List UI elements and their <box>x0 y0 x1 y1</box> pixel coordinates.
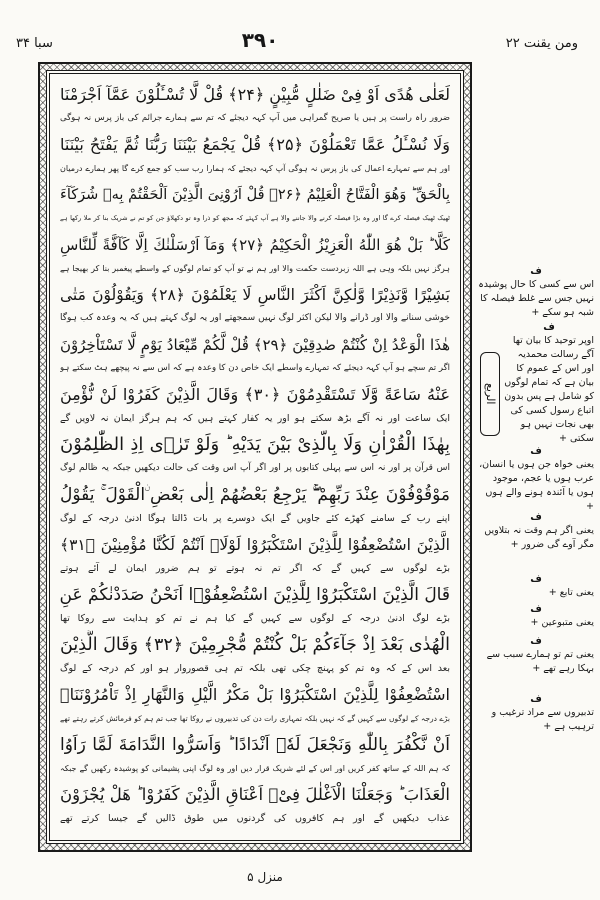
quarter-mark: الربع <box>480 352 500 436</box>
translation-line: اس قرآن پر اور نہ اس سے پہلی کتابوں پر اور اگر آپ اس وقت کی حالت دیکھیں جبکہ یہ ظالم لوگ <box>60 463 450 473</box>
translation-line: بڑے لوگوں سے کہیں گے کہ اگر تم نہ ہوتے تو ہم ضرور ایمان لے آئے ہوتے <box>60 563 450 574</box>
arabic-line: الْهُدٰی بَعْدَ اِذْ جَآءَكُمْ بَلْ كُنْتُمْ مُّجْرِمِیْنَ ﴿۳۲﴾ وَقَالَ الَّذِیْنَ <box>60 635 450 655</box>
margin-note <box>478 694 594 734</box>
arabic-line: اسْتُضْعِفُوْا لِلَّذِیْنَ اسْتَكْبَرُوْا بَلْ مَكْرُ الَّیْلِ وَالنَّهَارِ اِذْ تَاْمُرُوْنَنَاۤ <box>60 685 450 704</box>
margin-note <box>478 446 594 514</box>
translation-line: بعد اس کے کہ وہ تم کو پہنچ چکی تھی بلکہ تم ہی قصوروار ہو اور کم درجہ کے لوگ <box>60 663 450 674</box>
note-marker: ف <box>530 694 542 705</box>
translation-line: ضرور راہ راست پر ہیں یا صریح گمراہی میں آپ کہہ دیجئے کہ تم سے ہمارے جرائم کی باز پرس نہ ہوگی <box>60 113 450 123</box>
translation-line: ایک ساعت اور نہ آگے بڑھ سکتے ہو اور یہ کفار کہتے ہیں کہ ہم ہرگز ایمان نہ لاویں گے <box>60 413 450 424</box>
note-text: یعنی خواہ جن ہوں یا انسان، عرب ہوں یا عجم، موجود ہوں یا آئندہ ہونے والے ہوں + <box>479 459 594 512</box>
arabic-line: لَعَلٰی هُدًی اَوْ فِیْ ضَلٰلٍ مُّبِیْنٍ ﴿۲۴﴾ قُلْ لَّا تُسْـَٔلُوْنَ عَمَّآ اَجْرَمْنَا <box>60 85 450 104</box>
page-number: ۳۹۰ <box>241 28 279 52</box>
note-marker: ف <box>530 574 542 585</box>
note-text: یعنی تابع + <box>548 587 594 598</box>
verse-line-pair <box>60 780 450 830</box>
margin-note <box>478 512 594 552</box>
arabic-line: بِالْحَقِّ ؕ وَهُوَ الْفَتَّاحُ الْعَلِیْمُ ﴿۲۶﴾ قُلْ اَرُوْنِیَ الَّذِیْنَ اَلْحَقْتُمْ بِهٖ شُرَكَآءَ <box>60 187 450 203</box>
margin-note <box>478 604 594 630</box>
note-marker: ف <box>530 636 542 647</box>
translation-line: بڑے لوگ ادنیٰ درجہ کے لوگوں سے کہیں گے کیا ہم نے تم کو ہدایت سے روکا تھا <box>60 613 450 624</box>
verse-line-pair <box>60 730 450 780</box>
verse-line-pair <box>60 580 450 630</box>
verse-line-pair <box>60 480 450 530</box>
verse-line-pair <box>60 680 450 730</box>
arabic-line: اَنْ نَّكْفُرَ بِاللّٰهِ وَنَجْعَلَ لَهٗۤ اَنْدَادًا ؕ وَاَسَرُّوا النَّدَامَةَ لَمَّا رَاَوُا <box>60 735 450 755</box>
note-marker: ف <box>530 266 542 277</box>
arabic-line: بَشِیْرًا وَّنَذِیْرًا وَّلٰكِنَّ اَكْثَرَ النَّاسِ لَا یَعْلَمُوْنَ ﴿۲۸﴾ وَیَقُوْلُوْنَ مَتٰی <box>60 286 450 304</box>
note-text: اس سے کسی کا حال پوشیدہ نہیں جس سے غلط فیصلہ کا شبہ ہو سکے + <box>478 279 594 318</box>
verse-line-pair <box>60 230 450 280</box>
para-header: ومن یقنت ۲۲ <box>505 36 578 51</box>
translation-line: کہ ہم اللہ کے ساتھ کفر کریں اور اس کے لئے شریک قرار دیں اور وہ لوگ اپنی پشیمانی کو پوشیدہ رکھیں گے جبکہ <box>60 764 450 773</box>
page-border <box>38 62 472 852</box>
arabic-line: كَلَّا ؕ بَلْ هُوَ اللّٰهُ الْعَزِیْزُ الْحَكِیْمُ ﴿۲۷﴾ وَمَآ اَرْسَلْنٰكَ اِلَّا كَآفَّةً لِّلنَّاسِ <box>60 236 450 254</box>
note-text: اوپر توحید کا بیان تھا آگے رسالت محمدیہ اور اس کے عموم کا بیان ہے کہ تمام لوگوں کو شامل ہے پس بدون اتباع رسول کسی کی بھی نجات نہیں ہو سکتی + <box>504 335 594 444</box>
note-marker: ف <box>530 604 542 615</box>
margin-note <box>478 636 594 676</box>
margin-notes <box>478 0 594 900</box>
translation-line: ہرگز نہیں بلکہ وہی ہے اللہ زبردست حکمت والا اور ہم نے تو آپ کو تمام لوگوں کے واسطے پیغمبر بنا کر بھیجا ہے <box>60 264 450 273</box>
note-marker: ف <box>530 512 542 523</box>
arabic-line: الَّذِیْنَ اسْتُضْعِفُوْا لِلَّذِیْنَ اسْتَكْبَرُوْا لَوْلَاۤ اَنْتُمْ لَكُنَّا مُؤْمِنِیْنَ ﴿۳۱﴾ <box>60 536 450 554</box>
verse-line-pair <box>60 530 450 580</box>
arabic-line: وَلَا نُسْـَٔلُ عَمَّا تَعْمَلُوْنَ ﴿۲۵﴾ قُلْ یَجْمَعُ بَیْنَنَا رَبُّنَا ثُمَّ یَفْتَحُ بَیْنَنَا <box>60 135 450 154</box>
arabic-line: الْعَذَابَ ؕ وَجَعَلْنَا الْاَغْلٰلَ فِیْۤ اَعْنَاقِ الَّذِیْنَ كَفَرُوْا ؕ هَلْ یُجْزَوْنَ <box>60 785 450 804</box>
arabic-line: هٰذَا الْوَعْدُ اِنْ كُنْتُمْ صٰدِقِیْنَ ﴿۲۹﴾ قُلْ لَّكُمْ مِّیْعَادُ یَوْمٍ لَّا تَسْتَاْخِرُوْنَ <box>60 336 450 354</box>
arabic-line: قَالَ الَّذِیْنَ اسْتَكْبَرُوْا لِلَّذِیْنَ اسْتُضْعِفُوْۤا اَنَحْنُ صَدَدْنٰكُمْ عَنِ <box>60 585 450 605</box>
note-text: تدبیروں سے مراد ترغیب و ترہیب ہے + <box>491 707 594 732</box>
translation-line: اگر تم سچے ہو آپ کہہ دیجئے کہ تمہارے واسطے ایک خاص دن کا وعدہ ہے کہ اس سے نہ پیچھے ہٹ سکتے ہو <box>60 363 450 373</box>
margin-note <box>504 322 594 446</box>
verse-line-pair <box>60 180 450 230</box>
text-frame <box>49 73 461 841</box>
translation-line: بڑے درجہ کے لوگوں سے کہیں گے کہ نہیں بلکہ تمہاری رات دن کی تدبیروں نے روکا تھا جب تم ہم کو فرمائش کرتے رہتے تھے <box>60 714 450 723</box>
margin-note <box>478 574 594 600</box>
arabic-line: بِهٰذَا الْقُرْاٰنِ وَلَا بِالَّذِیْ بَیْنَ یَدَیْهِ ؕ وَلَوْ تَرٰۤی اِذِ الظّٰلِمُوْنَ <box>60 434 450 455</box>
note-text: یعنی اگر ہم وقت نہ بتلاویں مگر آوے گی ضرور + <box>484 525 594 550</box>
translation-line: خوشی سنانے والا اور ڈرانے والا لیکن اکثر لوگ نہیں سمجھتے اور یہ لوگ کہتے ہیں کہ یہ وعدہ کب ہوگا <box>60 313 450 323</box>
manzil-label: منزل ۵ <box>247 870 283 884</box>
translation-line: اپنے رب کے سامنے کھڑے کئے جاویں گے ایک دوسرے پر بات ڈالتا ہوگا ادنیٰ درجہ کے لوگ <box>60 513 450 524</box>
translation-line: عذاب دیکھیں گے اور ہم کافروں کی گردنوں میں طوق ڈالیں گے جیسا کرتے تھے <box>60 813 450 824</box>
note-text: یعنی متبوعین + <box>530 617 594 628</box>
arabic-line: عَنْهُ سَاعَةً وَّلَا تَسْتَقْدِمُوْنَ ﴿۳۰﴾ وَقَالَ الَّذِیْنَ كَفَرُوْا لَنْ نُّؤْمِنَ <box>60 385 450 404</box>
arabic-line: مَوْقُوْفُوْنَ عِنْدَ رَبِّهِمْ ۚۖ یَرْجِعُ بَعْضُهُمْ اِلٰی بَعْضِ ۨالْقَوْلَ ۚ یَقُوْلُ <box>60 485 450 505</box>
translation-line: ٹھیک ٹھیک فیصلہ کرے گا اور وہ بڑا فیصلہ کرنے والا جاننے والا ہے آپ کہئے کہ مجھ کو ذرا وہ تو دکھلاؤ جن کو تم نے شریک بنا کر ملا رکھا ہے <box>60 214 450 222</box>
verse-line-pair <box>60 80 450 130</box>
verse-line-pair <box>60 130 450 180</box>
verse-line-pair <box>60 330 450 380</box>
verse-line-pair <box>60 380 450 430</box>
note-text: یعنی تم تو ہمارے سبب سے بہکا رہے تھے + <box>486 649 594 674</box>
verse-line-pair <box>60 630 450 680</box>
verse-line-pair <box>60 430 450 480</box>
verse-line-pair <box>60 280 450 330</box>
translation-line: اور ہم سے تمہارے اعمال کی باز پرس نہ ہوگی آپ کہہ دیجئے کہ ہمارا رب سب کو جمع کرے گا پھر ہمارے درمیان <box>60 164 450 173</box>
note-marker: ف <box>530 446 542 457</box>
margin-note <box>478 266 594 320</box>
note-marker: ف <box>543 322 555 333</box>
surah-header: سبا ۳۴ <box>16 36 53 51</box>
